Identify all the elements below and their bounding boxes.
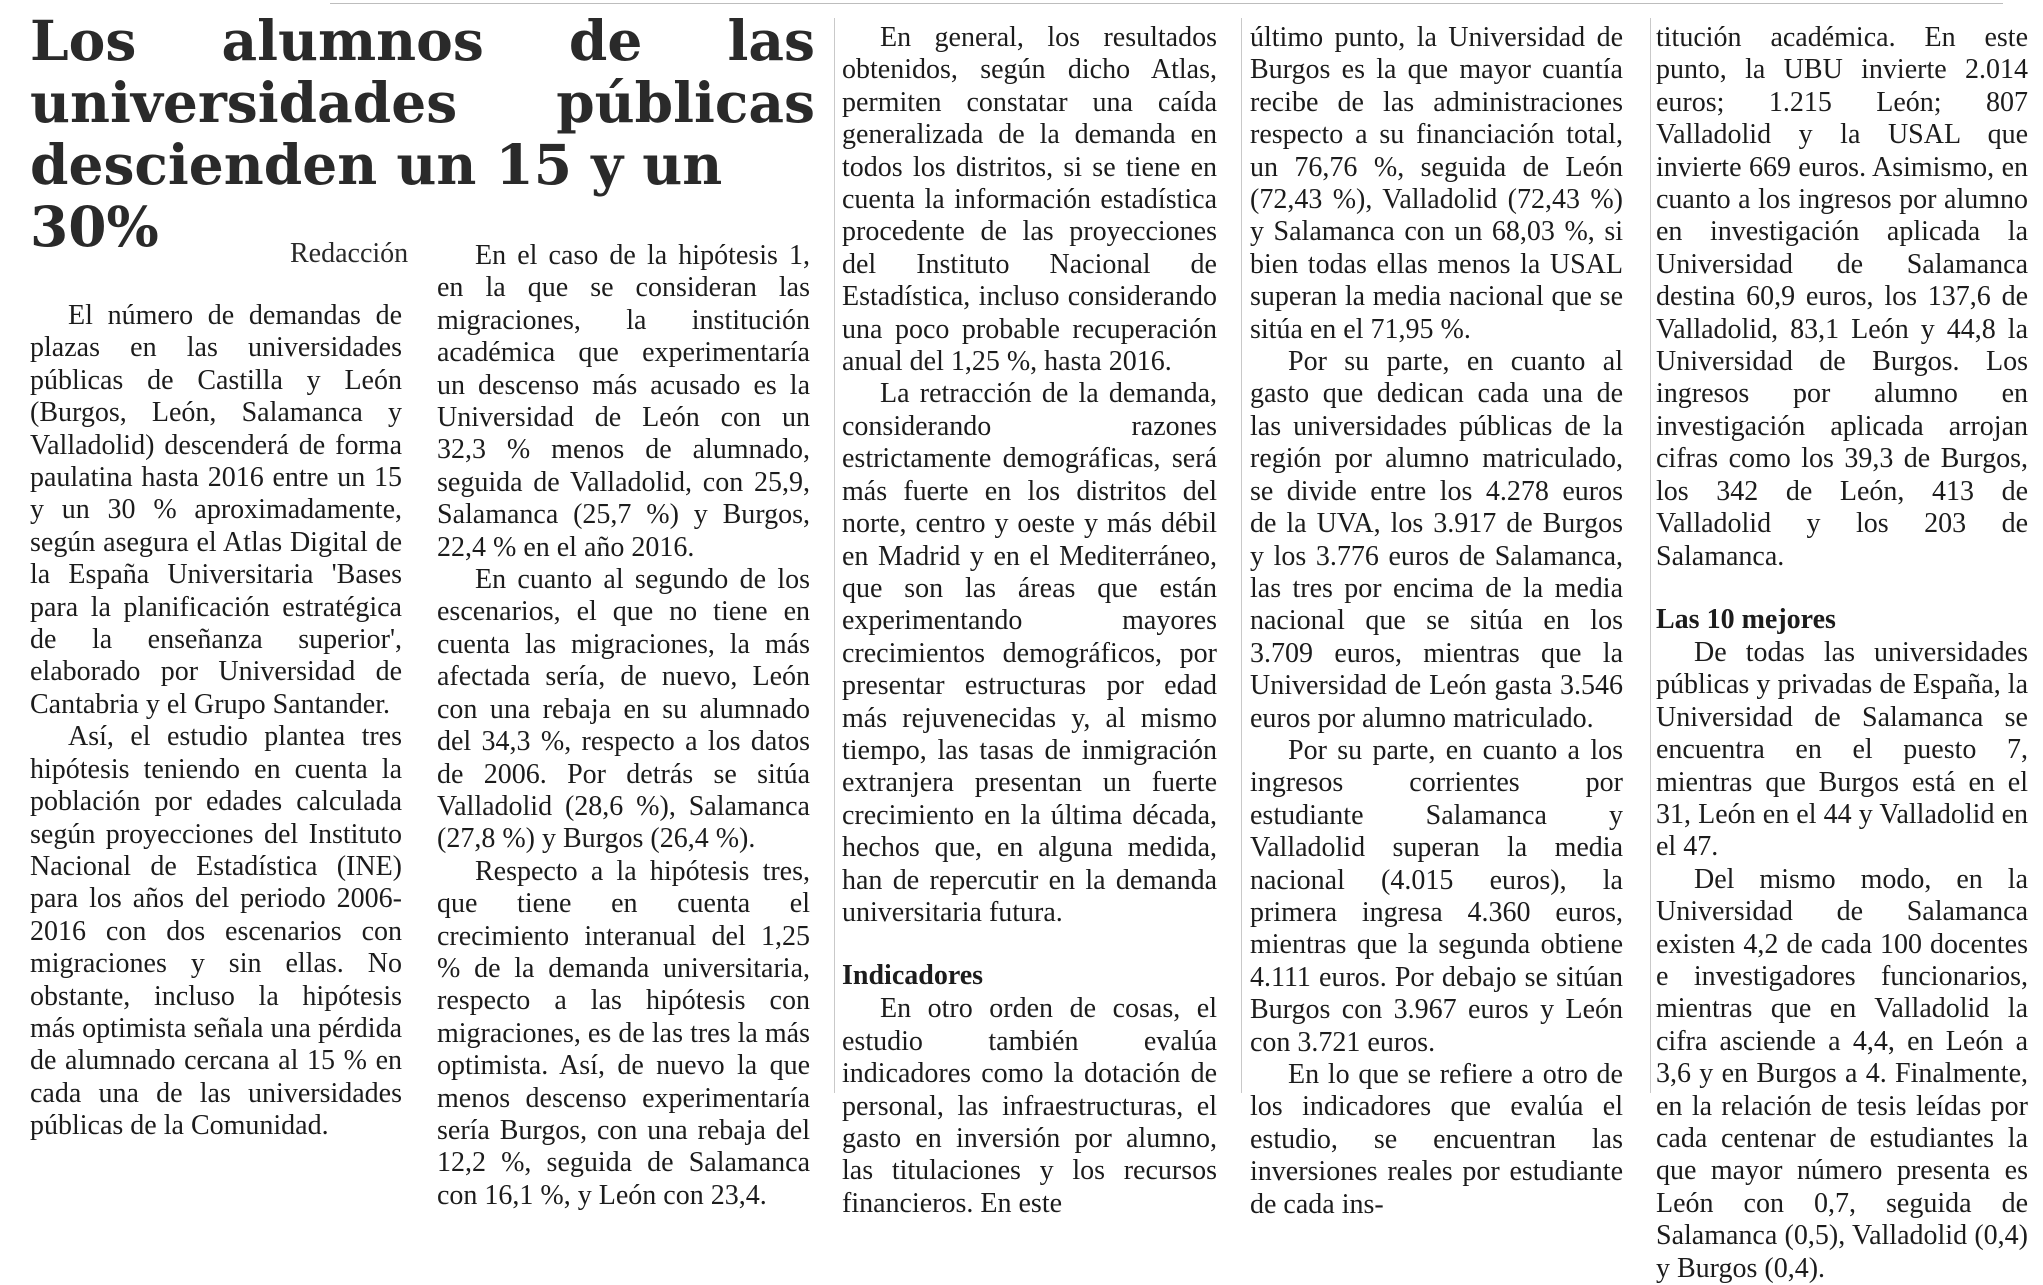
paragraph: El número de demandas de plazas en las universidades públicas de Castilla y León (Burgos, León, Salamanca y Valladolid) descenderá de forma paulatina hasta 2016 entre un 15 y un 30 % aproximadamente, según asegura el Atlas Digital de la España Universitaria 'Bases para la planificación estratégica de la enseñanza superior', elaborado por Universidad de Cantabria y el Grupo Santander.	[30, 300, 402, 720]
paragraph: En cuanto al segundo de los escenarios, el que no tiene en cuenta las migraciones, la más afectada sería, de nuevo, León con una rebaja en su alumnado del 34,3 %, respecto a los datos de 2006. Por detrás se sitúa Valladolid (28,6 %), Salamanca (27,8 %) y Burgos (26,4 %).	[437, 564, 810, 855]
paragraph: En lo que se refiere a otro de los indicadores que evalúa el estudio, se encuentran las inversiones reales por estudiante de cada ins-	[1250, 1059, 1623, 1220]
paragraph: En otro orden de cosas, el estudio también evalúa indicadores como la dotación de personal, las infraestructuras, el gasto en inversión por alumno, las titulaciones y los recursos financieros. En este	[842, 993, 1217, 1219]
article-column-2	[437, 240, 810, 1212]
article-column-4	[1250, 22, 1623, 1221]
column-rule	[1241, 18, 1242, 1093]
paragraph: titución académica. En este punto, la UBU invierte 2.014 euros; 1.215 León; 807 Valladolid y la USAL que invierte 669 euros. Asimismo, en cuanto a los ingresos por alumno en investigación aplicada la Universidad de Salamanca destina 60,9 euros, los 137,6 de Valladolid, 83,1 León y 44,8 la Universidad de Burgos. Los ingresos por alumno en investigación aplicada arrojan cifras como los 39,3 de Burgos, los 342 de León, 413 de Valladolid y los 203 de Salamanca.	[1656, 22, 2028, 572]
top-rule	[330, 3, 2003, 4]
article-column-3	[842, 22, 1217, 1220]
paragraph: último punto, la Universidad de Burgos es la que mayor cuantía recibe de las administraciones respecto a su financiación total, un 76,76 %, seguida de León (72,43 %), Valladolid (72,43 %) y Salamanca con un 68,03 %, si bien todas ellas menos la USAL superan la media nacional que se sitúa en el 71,95 %.	[1250, 22, 1623, 345]
byline: Redacción	[290, 238, 409, 269]
paragraph: Por su parte, en cuanto al gasto que dedican cada una de las universidades públicas de la región por alumno matriculado, se divide entre los 4.278 euros de la UVA, los 3.917 de Burgos y los 3.776 euros de Salamanca, las tres por encima de la media nacional que se sitúa en los 3.709 euros, mientras que la Universidad de León gasta 3.546 euros por alumno matriculado.	[1250, 346, 1623, 734]
article-column-5	[1656, 22, 2028, 1285]
paragraph: Respecto a la hipótesis tres, que tiene en cuenta el crecimiento interanual del 1,25 % de la demanda universitaria, respecto a las hipótesis con migraciones, es de las tres la más optimista. Así, de nuevo la que menos descenso experimentaría sería Burgos, con una rebaja del 12,2 %, seguida de Salamanca con 16,1 %, y León con 23,4.	[437, 855, 810, 1211]
paragraph: Del mismo modo, en la Universidad de Salamanca existen 4,2 de cada 100 docentes e investigadores funcionarios, mientras que en Valladolid la cifra asciende a 4,4, en León a 3,6 y en Burgos a 4. Finalmente, en la relación de tesis leídas por cada centenar de estudiantes la que mayor número presenta es León con 0,7, seguida de Salamanca (0,5), Valladolid (0,4) y Burgos (0,4).	[1656, 863, 2028, 1284]
section-subhead: Indicadores	[842, 960, 984, 992]
article-headline	[30, 10, 815, 258]
article-column-1	[30, 300, 402, 1143]
paragraph: En general, los resultados obtenidos, según dicho Atlas, permiten constatar una caída generalizada de la demanda en todos los distritos, si se tiene en cuenta la información estadística procedente de las proyecciones del Instituto Nacional de Estadística, incluso considerando una poco probable recuperación anual del 1,25 %, hasta 2016.	[842, 22, 1217, 378]
paragraph: La retracción de la demanda, considerando razones estrictamente demográficas, será más fuerte en los distritos del norte, centro y oeste y más débil en Madrid y en el Mediterráneo, que son las áreas que están experimentando mayores crecimientos demográficos, por presentar estructuras por edad más rejuvenecidas y, al mismo tiempo, las tasas de inmigración extranjera presentan un fuerte crecimiento en la última década, hechos que, en alguna medida, han de repercutir en la demanda universitaria futura.	[842, 378, 1217, 928]
paragraph: En el caso de la hipótesis 1, en la que se consideran las migraciones, la institución académica que experimentaría un descenso más acusado es la Universidad de León con un 32,3 % menos de alumnado, seguida de Valladolid, con 25,9, Salamanca (25,7 %) y Burgos, 22,4 % en el año 2016.	[437, 240, 810, 563]
column-rule	[1650, 18, 1651, 1093]
paragraph: Así, el estudio plantea tres hipótesis teniendo en cuenta la población por edades calculada según proyecciones del Instituto Nacional de Estadística (INE) para los años del periodo 2006-2016 con dos escenarios con migraciones y sin ellas. No obstante, incluso la hipótesis más optimista señala una pérdida de alumnado cercana al 15 % en cada una de las universidades públicas de la Comunidad.	[30, 721, 402, 1142]
headline-line: Los alumnos de las	[30, 8, 815, 73]
column-rule	[834, 18, 835, 1093]
headline-line: descienden un 15 y un 30%	[30, 132, 723, 259]
paragraph: Por su parte, en cuanto a los ingresos corrientes por estudiante Salamanca y Valladolid superan la media nacional (4.015 euros), la primera ingresa 4.360 euros, mientras que la segunda obtiene 4.111 euros. Por debajo se sitúan Burgos con 3.967 euros y León con 3.721 euros.	[1250, 734, 1623, 1058]
section-subhead: Las 10 mejores	[1656, 603, 1836, 635]
paragraph: De todas las universidades públicas y privadas de España, la Universidad de Salamanca se encuentra en el puesto 7, mientras que Burgos está en el 31, León en el 44 y Valladolid en el 47.	[1656, 636, 2028, 863]
headline-line: universidades públicas	[30, 70, 815, 135]
